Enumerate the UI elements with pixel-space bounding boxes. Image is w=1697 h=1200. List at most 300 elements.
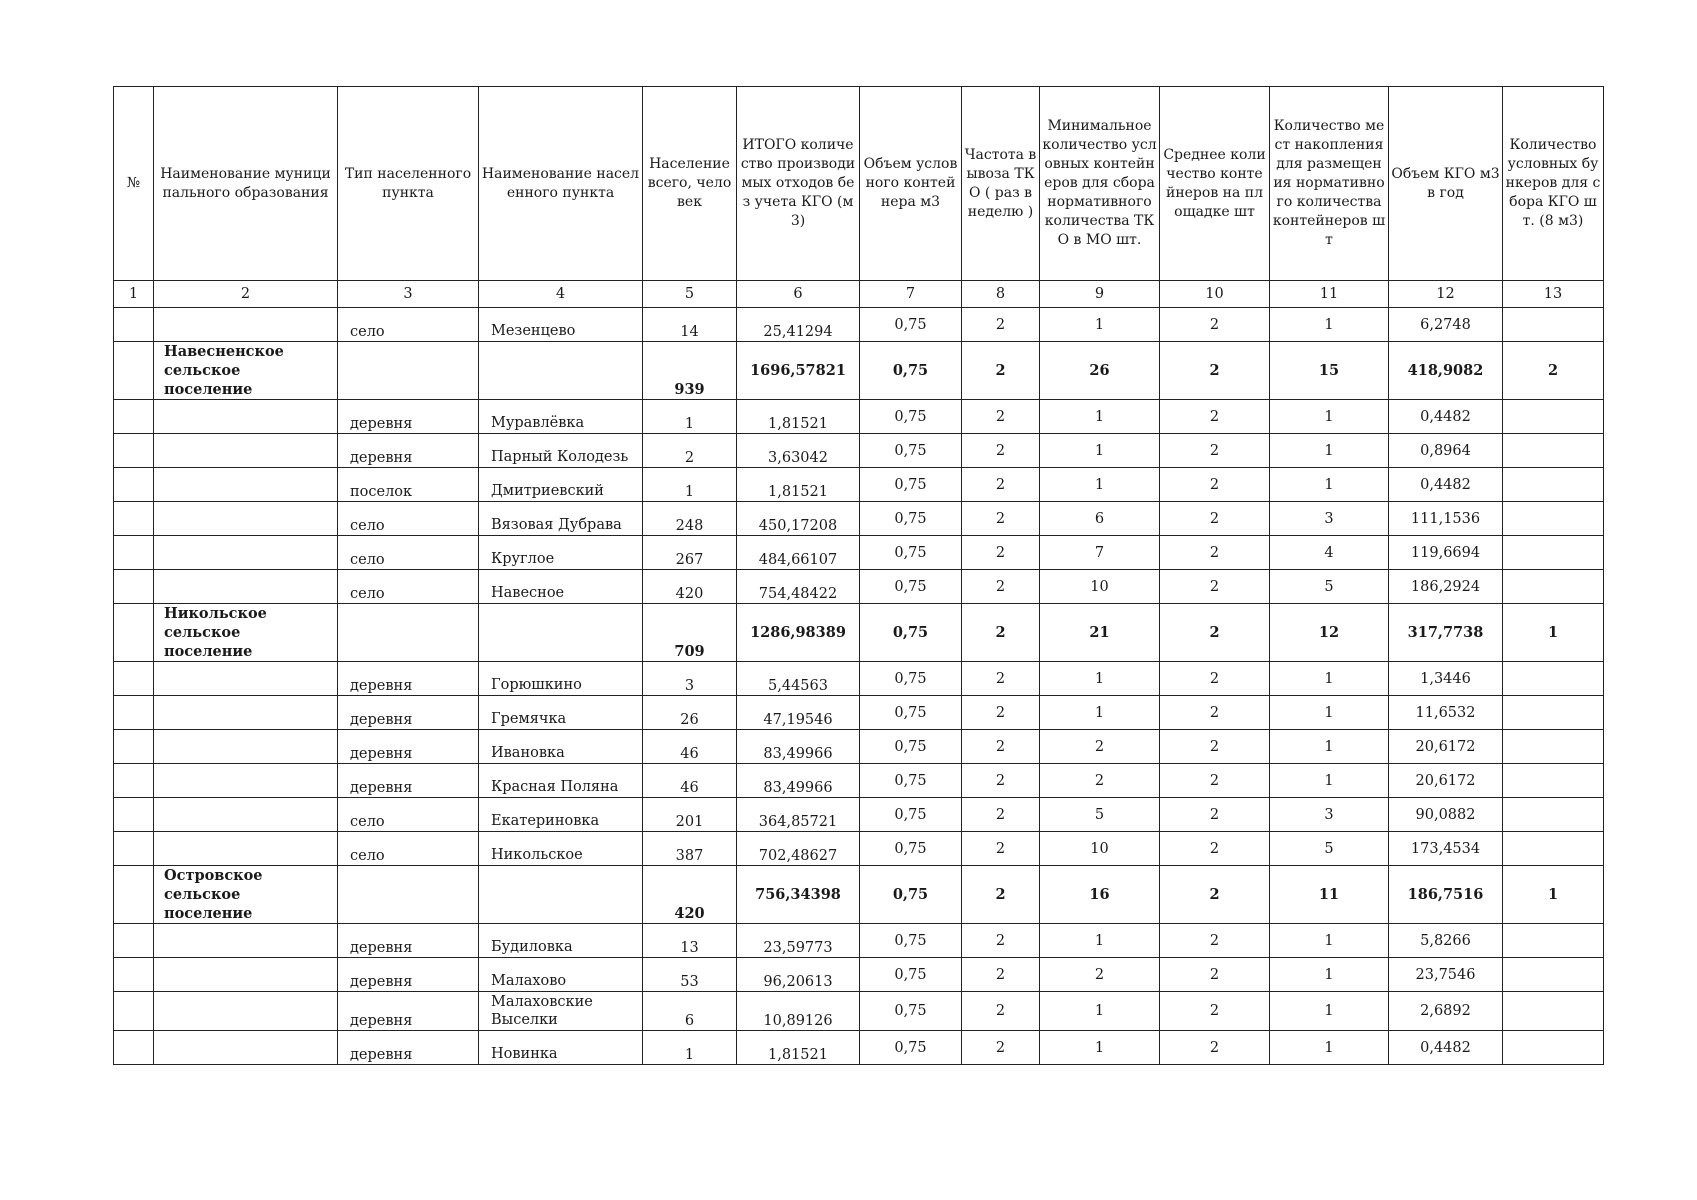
settlement-name-cell bbox=[479, 308, 643, 342]
kgo-volume-cell bbox=[1389, 536, 1503, 570]
settlement-name-cell bbox=[479, 832, 643, 866]
table-row bbox=[114, 308, 1604, 342]
kgo-bunkers-cell bbox=[1503, 502, 1604, 536]
kgo-volume: 6,2748 bbox=[1420, 316, 1471, 333]
settlement-name-cell bbox=[479, 958, 643, 992]
kgo-bunkers: 2 bbox=[1547, 362, 1559, 379]
table-row bbox=[114, 992, 1604, 1031]
settlement-name-cell bbox=[479, 798, 643, 832]
collection-points-cell bbox=[1270, 866, 1389, 924]
container-volume: 0,75 bbox=[894, 772, 927, 789]
row-number-cell bbox=[114, 730, 154, 764]
collection-points-cell bbox=[1270, 992, 1389, 1031]
kgo-bunkers-cell bbox=[1503, 866, 1604, 924]
total-waste-volume-cell bbox=[737, 342, 860, 400]
population-cell bbox=[643, 502, 737, 536]
population-cell bbox=[643, 958, 737, 992]
kgo-bunkers-cell bbox=[1503, 832, 1604, 866]
collection-points-cell bbox=[1270, 342, 1389, 400]
settlement-type-cell bbox=[338, 832, 479, 866]
settlement-name: Ивановка bbox=[491, 745, 565, 761]
header-cell: Наименование муниципального образования bbox=[154, 87, 338, 281]
container-volume-cell bbox=[860, 570, 962, 604]
population: 53 bbox=[680, 974, 699, 990]
avg-containers: 2 bbox=[1209, 932, 1220, 949]
container-volume: 0,75 bbox=[894, 932, 927, 949]
kgo-bunkers-cell bbox=[1503, 958, 1604, 992]
min-containers-cell bbox=[1040, 1031, 1160, 1065]
population-cell bbox=[643, 434, 737, 468]
collection-points-cell bbox=[1270, 502, 1389, 536]
min-containers-cell bbox=[1040, 536, 1160, 570]
row-number-cell bbox=[114, 434, 154, 468]
population-cell bbox=[643, 342, 737, 400]
settlement-name-cell bbox=[479, 764, 643, 798]
avg-containers-cell bbox=[1160, 696, 1270, 730]
kgo-volume-cell bbox=[1389, 924, 1503, 958]
settlement-type: деревня bbox=[350, 974, 413, 990]
settlement-name-cell bbox=[479, 342, 643, 400]
collection-points-cell bbox=[1270, 798, 1389, 832]
collection-frequency: 2 bbox=[995, 886, 1006, 903]
collection-frequency-cell bbox=[962, 764, 1040, 798]
settlement-type-cell bbox=[338, 308, 479, 342]
container-volume: 0,75 bbox=[894, 806, 927, 823]
column-number: 4 bbox=[479, 281, 643, 308]
population-cell bbox=[643, 308, 737, 342]
collection-points: 1 bbox=[1324, 704, 1334, 721]
header-row bbox=[114, 87, 1604, 281]
row-number-cell bbox=[114, 342, 154, 400]
container-volume-cell bbox=[860, 308, 962, 342]
container-volume: 0,75 bbox=[894, 408, 927, 425]
container-volume-cell bbox=[860, 924, 962, 958]
table-row bbox=[114, 832, 1604, 866]
avg-containers-cell bbox=[1160, 434, 1270, 468]
min-containers: 1 bbox=[1094, 408, 1105, 425]
settlement-type: поселок bbox=[350, 484, 413, 500]
settlement-type: деревня bbox=[350, 1013, 413, 1029]
container-volume: 0,75 bbox=[894, 476, 927, 493]
avg-containers-cell bbox=[1160, 1031, 1270, 1065]
total-waste-volume-cell bbox=[737, 434, 860, 468]
collection-frequency-cell bbox=[962, 536, 1040, 570]
settlement-name-cell bbox=[479, 992, 643, 1031]
municipality-name: Навесненское сельское поселение bbox=[164, 343, 284, 398]
collection-frequency: 2 bbox=[995, 806, 1006, 823]
kgo-bunkers-cell bbox=[1503, 536, 1604, 570]
collection-points: 15 bbox=[1318, 361, 1340, 379]
municipality-name-cell bbox=[154, 1031, 338, 1065]
settlement-type-cell bbox=[338, 342, 479, 400]
settlement-name: Никольское bbox=[491, 847, 583, 863]
min-containers: 16 bbox=[1089, 885, 1110, 903]
kgo-bunkers-cell bbox=[1503, 604, 1604, 662]
kgo-bunkers-cell bbox=[1503, 468, 1604, 502]
container-volume-cell bbox=[860, 1031, 962, 1065]
population: 201 bbox=[675, 814, 704, 830]
collection-points: 1 bbox=[1324, 738, 1334, 755]
settlement-name: Гремячка bbox=[491, 711, 567, 727]
collection-frequency-cell bbox=[962, 400, 1040, 434]
kgo-bunkers-cell bbox=[1503, 696, 1604, 730]
total-waste-volume: 23,59773 bbox=[763, 940, 833, 956]
collection-frequency-cell bbox=[962, 832, 1040, 866]
population: 46 bbox=[680, 780, 699, 796]
population-cell bbox=[643, 832, 737, 866]
settlement-type-cell bbox=[338, 992, 479, 1031]
settlement-type-cell bbox=[338, 798, 479, 832]
settlement-type-cell bbox=[338, 536, 479, 570]
table-row bbox=[114, 924, 1604, 958]
settlement-name-cell bbox=[479, 696, 643, 730]
container-volume: 0,75 bbox=[894, 510, 927, 527]
total-waste-volume-cell bbox=[737, 468, 860, 502]
collection-points-cell bbox=[1270, 924, 1389, 958]
population-cell bbox=[643, 992, 737, 1031]
kgo-volume-cell bbox=[1389, 1031, 1503, 1065]
settlement-type: деревня bbox=[350, 780, 413, 796]
avg-containers: 2 bbox=[1209, 578, 1220, 595]
total-waste-volume: 83,49966 bbox=[763, 746, 833, 762]
waste-data-table bbox=[113, 86, 1604, 1065]
population-cell bbox=[643, 1031, 737, 1065]
population-cell bbox=[643, 764, 737, 798]
kgo-volume: 418,9082 bbox=[1407, 362, 1484, 379]
min-containers: 1 bbox=[1094, 1003, 1105, 1019]
container-volume: 0,75 bbox=[894, 738, 927, 755]
row-number-cell bbox=[114, 958, 154, 992]
collection-points: 5 bbox=[1324, 840, 1334, 857]
settlement-type: деревня bbox=[350, 1047, 413, 1063]
kgo-volume-cell bbox=[1389, 342, 1503, 400]
container-volume-cell bbox=[860, 662, 962, 696]
avg-containers: 2 bbox=[1209, 966, 1220, 983]
population: 1 bbox=[684, 1047, 695, 1063]
table-row bbox=[114, 536, 1604, 570]
kgo-volume: 0,8964 bbox=[1420, 442, 1471, 459]
municipality-name-cell bbox=[154, 958, 338, 992]
kgo-bunkers-cell bbox=[1503, 992, 1604, 1031]
avg-containers-cell bbox=[1160, 502, 1270, 536]
column-number: 8 bbox=[962, 281, 1040, 308]
population-cell bbox=[643, 604, 737, 662]
population: 2 bbox=[684, 450, 695, 466]
container-volume-cell bbox=[860, 468, 962, 502]
collection-frequency-cell bbox=[962, 696, 1040, 730]
collection-frequency: 2 bbox=[995, 544, 1006, 561]
avg-containers: 2 bbox=[1209, 1039, 1220, 1056]
row-number-cell bbox=[114, 536, 154, 570]
table-row bbox=[114, 400, 1604, 434]
settlement-type: деревня bbox=[350, 678, 413, 694]
kgo-bunkers-cell bbox=[1503, 434, 1604, 468]
container-volume-cell bbox=[860, 992, 962, 1031]
collection-points: 12 bbox=[1318, 623, 1340, 641]
avg-containers: 2 bbox=[1209, 544, 1220, 561]
min-containers: 6 bbox=[1094, 510, 1105, 527]
min-containers: 1 bbox=[1094, 670, 1105, 687]
container-volume: 0,75 bbox=[894, 1003, 927, 1019]
container-volume: 0,75 bbox=[892, 886, 929, 903]
collection-frequency-cell bbox=[962, 502, 1040, 536]
container-volume: 0,75 bbox=[894, 1039, 927, 1056]
avg-containers-cell bbox=[1160, 730, 1270, 764]
collection-points-cell bbox=[1270, 764, 1389, 798]
settlement-name-cell bbox=[479, 604, 643, 662]
header-cell: Наименование населенного пункта bbox=[479, 87, 643, 281]
column-number: 11 bbox=[1270, 281, 1389, 308]
population: 420 bbox=[674, 905, 705, 922]
min-containers-cell bbox=[1040, 958, 1160, 992]
collection-frequency-cell bbox=[962, 434, 1040, 468]
settlement-name: Вязовая Дубрава bbox=[491, 517, 622, 533]
collection-points: 1 bbox=[1324, 772, 1334, 789]
settlement-name: Парный Колодезь bbox=[491, 449, 629, 465]
min-containers-cell bbox=[1040, 866, 1160, 924]
collection-points-cell bbox=[1270, 536, 1389, 570]
kgo-bunkers-cell bbox=[1503, 662, 1604, 696]
population: 248 bbox=[675, 518, 704, 534]
population: 26 bbox=[680, 712, 699, 728]
avg-containers-cell bbox=[1160, 570, 1270, 604]
settlement-type: деревня bbox=[350, 450, 413, 466]
column-number: 1 bbox=[114, 281, 154, 308]
row-number-cell bbox=[114, 502, 154, 536]
min-containers: 1 bbox=[1094, 316, 1105, 333]
container-volume: 0,75 bbox=[894, 544, 927, 561]
total-waste-volume: 364,85721 bbox=[758, 814, 838, 830]
min-containers: 2 bbox=[1094, 772, 1105, 789]
population: 13 bbox=[680, 940, 699, 956]
collection-points: 1 bbox=[1324, 316, 1334, 333]
row-number-cell bbox=[114, 662, 154, 696]
municipality-name: Никольское сельское поселение bbox=[164, 605, 267, 660]
collection-frequency-cell bbox=[962, 798, 1040, 832]
municipality-name-cell bbox=[154, 502, 338, 536]
kgo-volume-cell bbox=[1389, 992, 1503, 1031]
total-waste-volume: 484,66107 bbox=[758, 552, 838, 568]
avg-containers-cell bbox=[1160, 992, 1270, 1031]
total-waste-volume: 5,44563 bbox=[768, 678, 828, 694]
population-cell bbox=[643, 696, 737, 730]
avg-containers-cell bbox=[1160, 764, 1270, 798]
collection-points-cell bbox=[1270, 662, 1389, 696]
kgo-volume: 5,8266 bbox=[1420, 932, 1471, 949]
municipality-name-cell bbox=[154, 468, 338, 502]
total-waste-volume-cell bbox=[737, 764, 860, 798]
collection-points-cell bbox=[1270, 434, 1389, 468]
settlement-name: Мезенцево bbox=[491, 323, 576, 339]
column-number: 5 bbox=[643, 281, 737, 308]
table-row bbox=[114, 1031, 1604, 1065]
min-containers-cell bbox=[1040, 468, 1160, 502]
kgo-volume: 2,6892 bbox=[1420, 1003, 1471, 1019]
municipality-name-cell bbox=[154, 730, 338, 764]
settlement-type: село bbox=[350, 324, 385, 340]
table-row bbox=[114, 958, 1604, 992]
population-cell bbox=[643, 866, 737, 924]
settlement-type-cell bbox=[338, 468, 479, 502]
collection-frequency-cell bbox=[962, 468, 1040, 502]
avg-containers: 2 bbox=[1209, 442, 1220, 459]
collection-frequency: 2 bbox=[995, 966, 1006, 983]
municipality-name: Островское сельское поселение bbox=[164, 867, 263, 922]
kgo-volume: 186,7516 bbox=[1407, 886, 1484, 903]
min-containers-cell bbox=[1040, 502, 1160, 536]
population-cell bbox=[643, 798, 737, 832]
collection-frequency-cell bbox=[962, 1031, 1040, 1065]
header-cell: ИТОГО количество производимых отходов без учета КГО (м3) bbox=[737, 87, 860, 281]
collection-frequency-cell bbox=[962, 958, 1040, 992]
kgo-volume: 23,7546 bbox=[1415, 966, 1476, 983]
collection-frequency-cell bbox=[962, 730, 1040, 764]
container-volume-cell bbox=[860, 866, 962, 924]
min-containers-cell bbox=[1040, 924, 1160, 958]
kgo-bunkers-cell bbox=[1503, 730, 1604, 764]
subtotal-row bbox=[114, 604, 1604, 662]
kgo-bunkers: 1 bbox=[1547, 624, 1559, 641]
avg-containers: 2 bbox=[1209, 476, 1220, 493]
min-containers: 10 bbox=[1090, 840, 1109, 857]
population: 420 bbox=[675, 586, 704, 602]
municipality-name-cell bbox=[154, 764, 338, 798]
header-cell: Частота вывоза ТКО ( раз в неделю ) bbox=[962, 87, 1040, 281]
total-waste-volume-cell bbox=[737, 536, 860, 570]
settlement-type: деревня bbox=[350, 416, 413, 432]
subtotal-row bbox=[114, 866, 1604, 924]
min-containers: 21 bbox=[1089, 623, 1110, 641]
total-waste-volume-cell bbox=[737, 696, 860, 730]
kgo-volume: 317,7738 bbox=[1407, 624, 1484, 641]
kgo-volume-cell bbox=[1389, 468, 1503, 502]
container-volume: 0,75 bbox=[894, 704, 927, 721]
min-containers: 1 bbox=[1094, 1039, 1105, 1056]
min-containers-cell bbox=[1040, 730, 1160, 764]
kgo-volume: 20,6172 bbox=[1415, 738, 1476, 755]
header-cell: № bbox=[114, 87, 154, 281]
kgo-volume-cell bbox=[1389, 400, 1503, 434]
settlement-name: Горюшкино bbox=[491, 677, 582, 693]
kgo-volume: 0,4482 bbox=[1420, 476, 1471, 493]
container-volume-cell bbox=[860, 730, 962, 764]
collection-points-cell bbox=[1270, 604, 1389, 662]
total-waste-volume: 3,63042 bbox=[768, 450, 828, 466]
total-waste-volume: 83,49966 bbox=[763, 780, 833, 796]
table-row bbox=[114, 468, 1604, 502]
settlement-name-cell bbox=[479, 866, 643, 924]
collection-points: 11 bbox=[1318, 885, 1340, 903]
settlement-name: Круглое bbox=[491, 551, 555, 567]
kgo-volume-cell bbox=[1389, 832, 1503, 866]
total-waste-volume-cell bbox=[737, 992, 860, 1031]
total-waste-volume-cell bbox=[737, 958, 860, 992]
settlement-name: Навесное bbox=[491, 585, 565, 601]
total-waste-volume-cell bbox=[737, 570, 860, 604]
total-waste-volume: 10,89126 bbox=[763, 1013, 833, 1029]
min-containers: 1 bbox=[1094, 442, 1105, 459]
container-volume-cell bbox=[860, 832, 962, 866]
total-waste-volume: 1286,98389 bbox=[750, 623, 846, 641]
container-volume-cell bbox=[860, 798, 962, 832]
min-containers-cell bbox=[1040, 662, 1160, 696]
avg-containers: 2 bbox=[1209, 840, 1220, 857]
collection-points: 1 bbox=[1324, 670, 1334, 687]
column-number: 7 bbox=[860, 281, 962, 308]
container-volume-cell bbox=[860, 502, 962, 536]
settlement-type-cell bbox=[338, 434, 479, 468]
kgo-volume: 0,4482 bbox=[1420, 1039, 1471, 1056]
kgo-volume: 1,3446 bbox=[1420, 670, 1471, 687]
collection-points: 5 bbox=[1324, 578, 1334, 595]
collection-points-cell bbox=[1270, 400, 1389, 434]
settlement-name-cell bbox=[479, 662, 643, 696]
kgo-bunkers-cell bbox=[1503, 308, 1604, 342]
column-number: 12 bbox=[1389, 281, 1503, 308]
header-cell: Объем КГО м3 в год bbox=[1389, 87, 1503, 281]
municipality-name-cell bbox=[154, 832, 338, 866]
population-cell bbox=[643, 536, 737, 570]
container-volume-cell bbox=[860, 536, 962, 570]
avg-containers-cell bbox=[1160, 604, 1270, 662]
collection-frequency-cell bbox=[962, 570, 1040, 604]
table-row bbox=[114, 434, 1604, 468]
avg-containers: 2 bbox=[1209, 670, 1220, 687]
header-cell: Среднее количество контейнеров на площадке шт bbox=[1160, 87, 1270, 281]
collection-points-cell bbox=[1270, 468, 1389, 502]
column-number: 6 bbox=[737, 281, 860, 308]
settlement-name: Дмитриевский bbox=[491, 483, 604, 499]
settlement-type-cell bbox=[338, 924, 479, 958]
avg-containers-cell bbox=[1160, 342, 1270, 400]
avg-containers-cell bbox=[1160, 468, 1270, 502]
population: 3 bbox=[684, 678, 695, 694]
kgo-bunkers-cell bbox=[1503, 400, 1604, 434]
total-waste-volume: 47,19546 bbox=[763, 712, 833, 728]
container-volume: 0,75 bbox=[894, 840, 927, 857]
population: 14 bbox=[680, 324, 699, 340]
municipality-name-cell bbox=[154, 400, 338, 434]
population-cell bbox=[643, 924, 737, 958]
kgo-volume-cell bbox=[1389, 502, 1503, 536]
row-number-cell bbox=[114, 570, 154, 604]
total-waste-volume-cell bbox=[737, 798, 860, 832]
collection-points: 1 bbox=[1324, 476, 1334, 493]
collection-frequency: 2 bbox=[995, 738, 1006, 755]
collection-frequency: 2 bbox=[995, 442, 1006, 459]
municipality-name-cell bbox=[154, 604, 338, 662]
row-number-cell bbox=[114, 400, 154, 434]
total-waste-volume: 25,41294 bbox=[763, 324, 833, 340]
population: 709 bbox=[674, 643, 705, 660]
column-number: 13 bbox=[1503, 281, 1604, 308]
total-waste-volume: 96,20613 bbox=[763, 974, 833, 990]
total-waste-volume-cell bbox=[737, 604, 860, 662]
collection-frequency-cell bbox=[962, 604, 1040, 662]
avg-containers-cell bbox=[1160, 798, 1270, 832]
population: 6 bbox=[684, 1013, 695, 1029]
settlement-type-cell bbox=[338, 662, 479, 696]
total-waste-volume-cell bbox=[737, 400, 860, 434]
container-volume: 0,75 bbox=[894, 316, 927, 333]
municipality-name-cell bbox=[154, 696, 338, 730]
kgo-bunkers-cell bbox=[1503, 570, 1604, 604]
kgo-bunkers-cell bbox=[1503, 924, 1604, 958]
collection-frequency: 2 bbox=[995, 772, 1006, 789]
container-volume: 0,75 bbox=[894, 442, 927, 459]
collection-points-cell bbox=[1270, 696, 1389, 730]
population: 387 bbox=[675, 848, 704, 864]
